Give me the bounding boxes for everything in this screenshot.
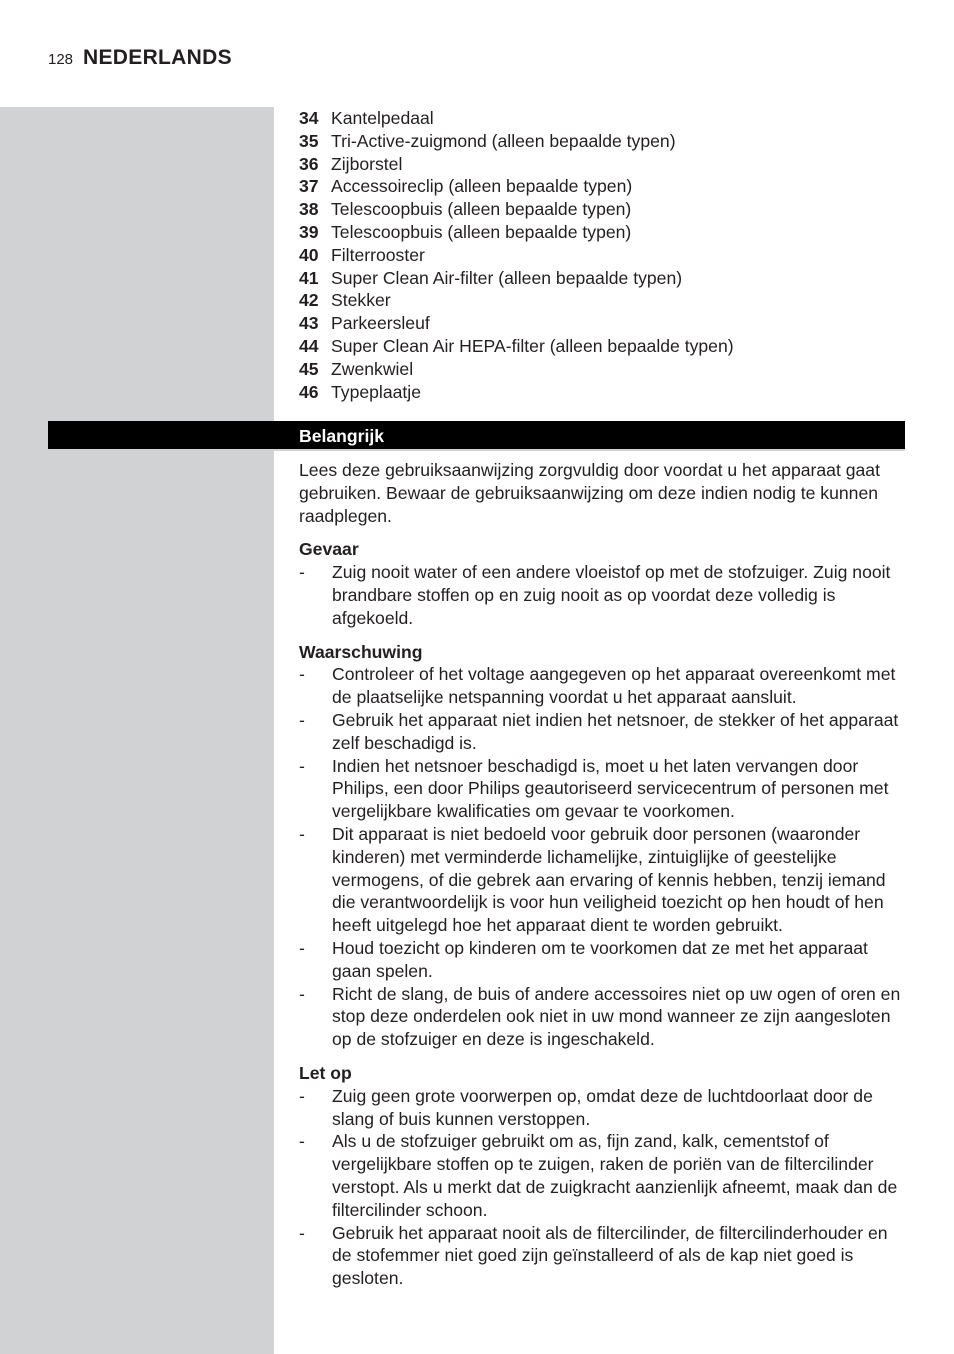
part-number: 35	[299, 130, 319, 151]
bullet-text: Houd toezicht op kinderen om te voorkomen dat ze met het apparaat gaan spelen.	[332, 937, 868, 981]
dash-bullet: -	[299, 1131, 305, 1152]
dash-bullet: -	[299, 1085, 305, 1106]
part-label: Filterrooster	[331, 244, 425, 265]
part-item	[299, 312, 911, 335]
part-item	[299, 221, 911, 244]
dash-bullet: -	[299, 937, 305, 958]
intro-paragraph: Lees deze gebruiksaanwijzing zorgvuldig door voordat u het apparaat gaat gebruiken. Bewaar de gebruiksaanwijzing om deze indien nodig te kunnen raadplegen.	[299, 460, 880, 526]
part-item	[299, 153, 911, 176]
part-label: Zijborstel	[331, 153, 403, 174]
bullet-text: Richt de slang, de buis of andere accessoires niet op uw ogen of oren en stop deze onderdelen ook niet in uw mond wanneer ze zijn aangesloten op de stofzuiger en deze is ingeschakeld.	[332, 983, 901, 1050]
bullet-item	[299, 663, 911, 709]
part-item	[299, 358, 911, 381]
bullet-item	[299, 983, 911, 1051]
section-banner	[48, 421, 905, 451]
page-header	[48, 46, 232, 70]
part-number: 41	[299, 267, 319, 288]
part-number: 43	[299, 313, 319, 334]
safety-sections	[299, 538, 911, 1290]
part-label: Super Clean Air HEPA-filter (alleen bepaalde typen)	[331, 335, 734, 356]
bullet-text: Dit apparaat is niet bedoeld voor gebruik door personen (waaronder kinderen) met verminderde lichamelijke, zintuiglijke of geestelijke vermogens, of die gebrek aan ervaring of kennis hebben, tenzij iemand die verantwoordelijk is voor hun veiligheid toezicht op hen houdt of hen heeft uitgelegd hoe het apparaat dient te worden gebruikt.	[332, 823, 886, 936]
part-item	[299, 289, 911, 312]
part-label: Accessoireclip (alleen bepaalde typen)	[331, 176, 633, 197]
part-item	[299, 107, 911, 130]
bullet-item	[299, 823, 911, 937]
part-item	[299, 244, 911, 267]
safety-section	[299, 1062, 911, 1290]
bullet-text: Controleer of het voltage aangegeven op het apparaat overeenkomt met de plaatselijke netspanning voordat u het apparaat aansluit.	[332, 664, 896, 708]
part-label: Tri-Active-zuigmond (alleen bepaalde typen)	[331, 130, 676, 151]
bullet-item	[299, 1222, 911, 1290]
bullet-text: Gebruik het apparaat niet indien het netsnoer, de stekker of het apparaat zelf beschadigd is.	[332, 709, 899, 753]
part-number: 46	[299, 381, 319, 402]
bullet-item	[299, 561, 911, 629]
dash-bullet: -	[299, 755, 305, 776]
parts-list-container	[299, 107, 911, 403]
safety-section	[299, 538, 911, 629]
part-item	[299, 267, 911, 290]
part-item	[299, 198, 911, 221]
part-label: Telescoopbuis (alleen bepaalde typen)	[331, 199, 632, 220]
dash-bullet: -	[299, 709, 305, 730]
part-number: 36	[299, 153, 319, 174]
bullet-list	[299, 663, 911, 1051]
parts-list	[299, 107, 911, 403]
part-item	[299, 175, 911, 198]
part-label: Kantelpedaal	[331, 108, 434, 128]
part-label: Parkeersleuf	[331, 313, 430, 334]
bullet-item	[299, 937, 911, 983]
safety-content	[299, 459, 911, 1301]
bullet-text: Zuig geen grote voorwerpen op, omdat deze de luchtdoorlaat door de slang of buis kunnen verstoppen.	[332, 1085, 873, 1129]
dash-bullet: -	[299, 1222, 305, 1243]
banner-title: Belangrijk	[299, 426, 385, 446]
section-title: Waarschuwing	[299, 641, 423, 662]
part-number: 42	[299, 290, 319, 311]
part-item	[299, 381, 911, 404]
bullet-item	[299, 1085, 911, 1131]
part-label: Zwenkwiel	[331, 358, 414, 379]
bullet-item	[299, 1130, 911, 1221]
section-title: Gevaar	[299, 539, 359, 560]
bullet-item	[299, 709, 911, 755]
part-number: 37	[299, 176, 319, 197]
part-item	[299, 130, 911, 153]
part-number: 34	[299, 108, 319, 128]
language-title: NEDERLANDS	[83, 46, 232, 69]
part-label: Telescoopbuis (alleen bepaalde typen)	[331, 221, 632, 242]
part-number: 45	[299, 358, 319, 379]
part-label: Stekker	[331, 290, 391, 311]
bullet-list	[299, 561, 911, 629]
safety-section	[299, 641, 911, 1051]
part-number: 40	[299, 244, 319, 265]
bullet-text: Gebruik het apparaat nooit als de filtercilinder, de filtercilinderhouder en de stofemmer niet goed zijn geïnstalleerd of als de kap niet goed is gesloten.	[332, 1222, 888, 1289]
bullet-item	[299, 755, 911, 823]
part-label: Super Clean Air-filter (alleen bepaalde typen)	[331, 267, 683, 288]
dash-bullet: -	[299, 823, 305, 844]
part-number: 38	[299, 199, 319, 220]
bullet-text: Indien het netsnoer beschadigd is, moet u het laten vervangen door Philips, een door Philips geautoriseerd servicecentrum of personen met vergelijkbare kwalificaties om gevaar te voorkomen.	[332, 755, 889, 822]
bullet-text: Zuig nooit water of een andere vloeistof op met de stofzuiger. Zuig nooit brandbare stoffen op en zuig nooit as op voordat deze volledig is afgekoeld.	[332, 562, 891, 628]
dash-bullet: -	[299, 664, 305, 685]
part-item	[299, 335, 911, 358]
part-number: 44	[299, 335, 319, 356]
part-label: Typeplaatje	[331, 381, 421, 402]
page-number: 128	[48, 51, 74, 68]
dash-bullet: -	[299, 562, 305, 583]
dash-bullet: -	[299, 983, 305, 1004]
section-title: Let op	[299, 1062, 352, 1083]
bullet-text: Als u de stofzuiger gebruikt om as, fijn zand, kalk, cementstof of vergelijkbare stoffen op te zuigen, raken de poriën van de filtercilinder verstopt. Als u merkt dat de zuigkracht aanzienlijk afneemt, maak dan de filtercilinder schoon.	[332, 1131, 898, 1220]
page-sidebar	[0, 107, 274, 1354]
bullet-list	[299, 1085, 911, 1290]
part-number: 39	[299, 221, 319, 242]
